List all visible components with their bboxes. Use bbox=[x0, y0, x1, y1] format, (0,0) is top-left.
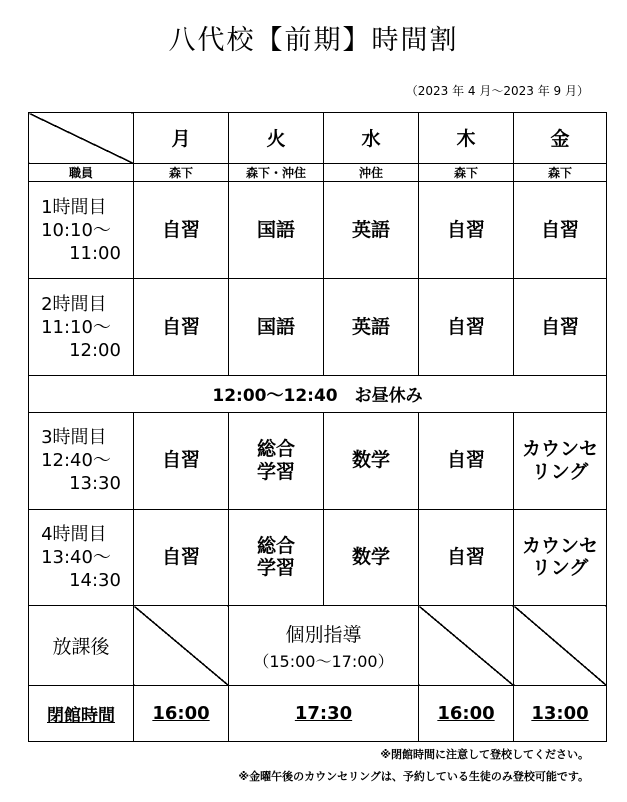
subject-cell: 自習 bbox=[134, 279, 229, 376]
empty-cell-mon bbox=[134, 606, 229, 686]
period-row-4 bbox=[29, 509, 607, 606]
day-header-wed: 水 bbox=[324, 113, 419, 164]
subject-cell: 数学 bbox=[324, 509, 419, 606]
subject-cell: 自習 bbox=[134, 412, 229, 509]
subject-cell: 自習 bbox=[419, 509, 514, 606]
subject-cell: カウンセ リング bbox=[514, 509, 607, 606]
closing-fri-cell bbox=[514, 685, 607, 741]
subject-cell: 自習 bbox=[419, 412, 514, 509]
after-school-label: 放課後 bbox=[29, 606, 134, 686]
subject-cell: 自習 bbox=[134, 182, 229, 279]
empty-cell-fri bbox=[514, 606, 607, 686]
day-header-row bbox=[29, 113, 607, 164]
day-header-fri: 金 bbox=[514, 113, 607, 164]
lunch-row bbox=[29, 376, 607, 413]
day-header-mon: 月 bbox=[134, 113, 229, 164]
timetable bbox=[28, 112, 607, 742]
note-counseling: ※金曜午後のカウンセリングは、予約している生徒のみ登校可能です。 bbox=[238, 770, 589, 783]
empty-cell-thu bbox=[419, 606, 514, 686]
period-start: 13:40～ bbox=[41, 546, 111, 568]
closing-time-thu: 16:00 bbox=[437, 702, 495, 724]
subject-cell: カウンセ リング bbox=[514, 412, 607, 509]
subject-cell: 自習 bbox=[419, 182, 514, 279]
staff-tue: 森下・沖住 bbox=[229, 163, 324, 181]
period-label-2 bbox=[29, 279, 134, 376]
closing-thu-cell bbox=[419, 685, 514, 741]
period-label-4 bbox=[29, 509, 134, 606]
period-name: 1時間目 bbox=[41, 196, 107, 218]
subject-cell: 自習 bbox=[514, 279, 607, 376]
closing-label: 閉館時間 bbox=[47, 705, 115, 726]
subject-cell: 総合 学習 bbox=[229, 509, 324, 606]
subject-cell: 自習 bbox=[514, 182, 607, 279]
period-name: 2時間目 bbox=[41, 293, 107, 315]
period-end: 11:00 bbox=[69, 242, 121, 264]
subject-cell: 英語 bbox=[324, 182, 419, 279]
subject-cell: 自習 bbox=[419, 279, 514, 376]
period-name: 4時間目 bbox=[41, 523, 107, 545]
individual-guidance-title: 個別指導 bbox=[285, 623, 362, 646]
period-start: 12:40～ bbox=[41, 450, 111, 472]
period-end: 12:00 bbox=[69, 339, 121, 361]
day-header-tue: 火 bbox=[229, 113, 324, 164]
lunch-break: 12:00～12:40 お昼休み bbox=[29, 376, 607, 413]
period-end: 13:30 bbox=[69, 473, 121, 495]
corner-cell bbox=[29, 113, 134, 164]
closing-time-mon: 16:00 bbox=[152, 702, 210, 724]
staff-thu: 森下 bbox=[419, 163, 514, 181]
period-name: 3時間目 bbox=[41, 427, 107, 449]
period-label-3 bbox=[29, 412, 134, 509]
closing-time-fri: 13:00 bbox=[531, 702, 589, 724]
closing-tue-wed-cell bbox=[229, 685, 419, 741]
period-row-1 bbox=[29, 182, 607, 279]
period-start: 11:10～ bbox=[41, 316, 111, 338]
period-label-1 bbox=[29, 182, 134, 279]
closing-row bbox=[29, 685, 607, 741]
staff-mon: 森下 bbox=[134, 163, 229, 181]
note-closing-time: ※閉館時間に注意して登校してください。 bbox=[380, 748, 589, 761]
subject-cell: 英語 bbox=[324, 279, 419, 376]
day-header-thu: 木 bbox=[419, 113, 514, 164]
staff-label: 職員 bbox=[29, 163, 134, 181]
subject-cell: 国語 bbox=[229, 182, 324, 279]
period-row-2 bbox=[29, 279, 607, 376]
subject-cell: 自習 bbox=[134, 509, 229, 606]
staff-fri: 森下 bbox=[514, 163, 607, 181]
page-title: 八代校【前期】時間割 bbox=[168, 25, 459, 56]
staff-row bbox=[29, 163, 607, 181]
period-end: 14:30 bbox=[69, 569, 121, 591]
staff-wed: 沖住 bbox=[324, 163, 419, 181]
closing-time-tue-wed: 17:30 bbox=[294, 702, 353, 724]
period-row-3 bbox=[29, 412, 607, 509]
individual-guidance-time: （15:00～17:00） bbox=[253, 651, 394, 671]
period-start: 10:10～ bbox=[41, 219, 111, 241]
subject-cell: 数学 bbox=[324, 412, 419, 509]
subject-cell: 総合 学習 bbox=[229, 412, 324, 509]
after-school-row bbox=[29, 606, 607, 686]
subject-cell: 国語 bbox=[229, 279, 324, 376]
closing-label-cell bbox=[29, 685, 134, 741]
closing-mon-cell bbox=[134, 685, 229, 741]
individual-guidance bbox=[229, 606, 419, 686]
term-period: （2023 年 4 月～2023 年 9 月） bbox=[405, 84, 589, 98]
